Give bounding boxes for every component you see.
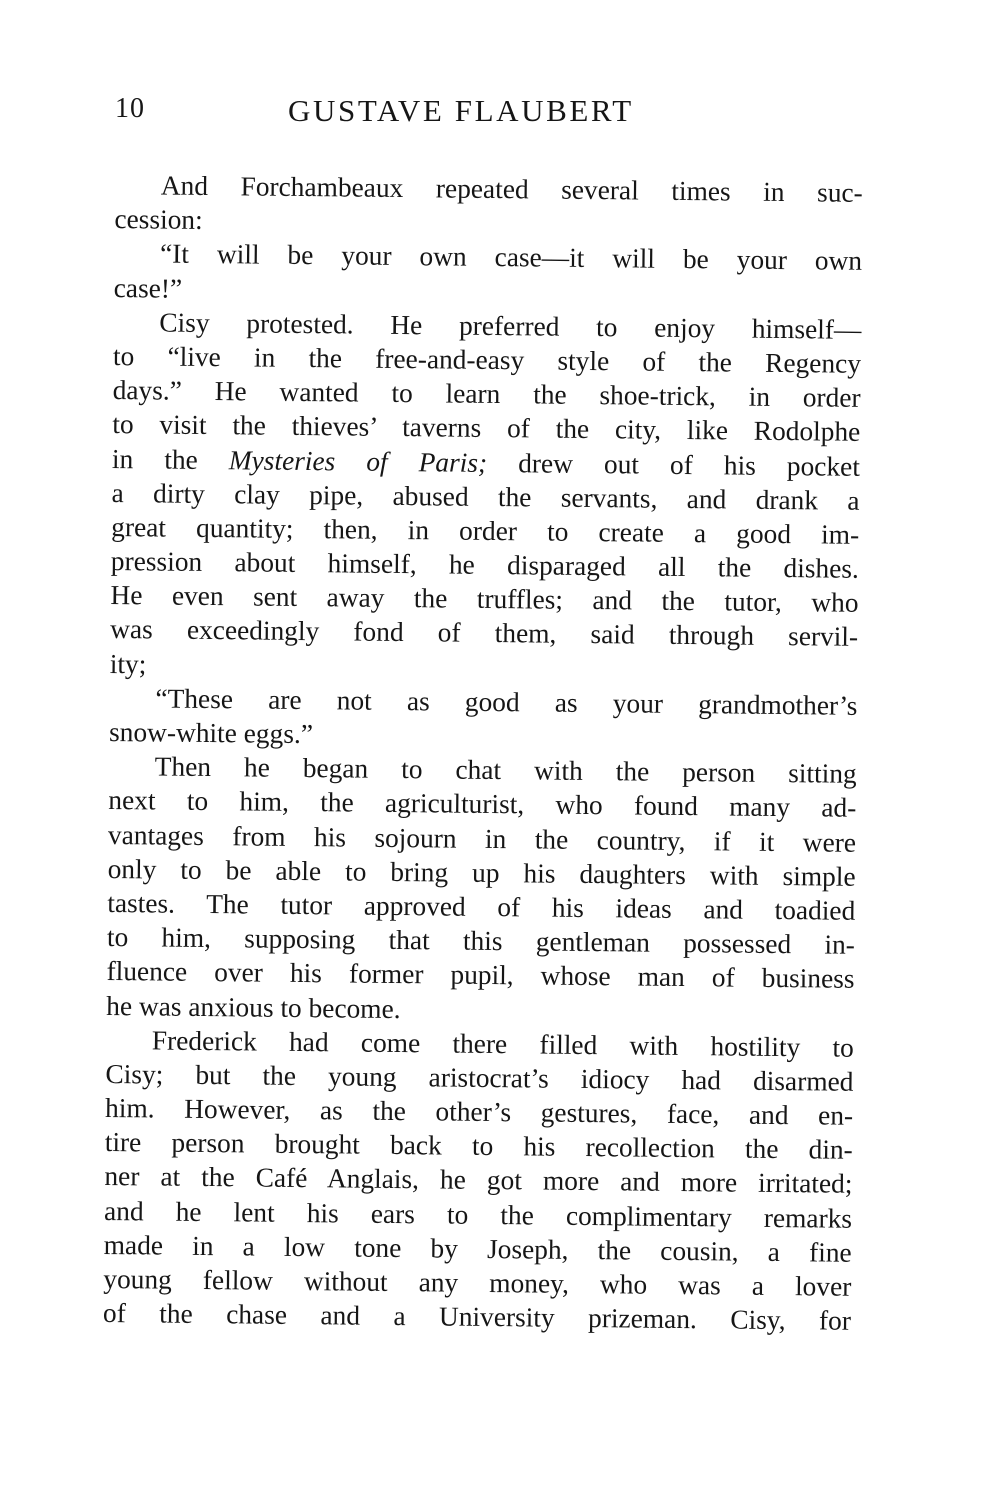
text-line: case!” bbox=[113, 272, 183, 304]
text-line: And Forchambeaux repeated several times in suc- bbox=[160, 170, 863, 208]
text-line: cession: bbox=[114, 204, 203, 236]
text-line: ner at the Café Anglais, he got more and more irritated; bbox=[104, 1161, 853, 1200]
text-line: days.” He wanted to learn the shoe-trick, in order bbox=[112, 375, 861, 413]
text-line: “It will be your own case—it will be your own bbox=[159, 238, 863, 277]
running-title: GUSTAVE FLAUBERT bbox=[288, 93, 634, 128]
text-line: Frederick had come there filled with hostility to bbox=[151, 1025, 854, 1063]
text-line: a dirty clay pipe, abused the servants, and drank a bbox=[111, 477, 860, 516]
text-line: Then he began to chat with the person sitting bbox=[154, 751, 857, 789]
text-line: made in a low tone by Joseph, the cousin, a fine bbox=[103, 1229, 852, 1268]
text-line: was exceedingly fond of them, said through servil- bbox=[110, 614, 859, 653]
text-line: only to be able to bring up his daughters with simple bbox=[107, 853, 856, 892]
text-segment: drew out of his pocket bbox=[486, 447, 861, 482]
text-line: pression about himself, he disparaged all the dishes. bbox=[110, 546, 859, 584]
running-header bbox=[115, 93, 875, 133]
text-line: to “live in the free-and-easy style of the Regency bbox=[112, 340, 862, 379]
text-line: Cisy protested. He preferred to enjoy himself— bbox=[159, 307, 862, 345]
text-line: ity; bbox=[109, 648, 147, 679]
body-text bbox=[103, 168, 863, 1338]
text-line: him. However, as the other’s gestures, face, and en- bbox=[104, 1093, 854, 1131]
text-line: tire person brought back to his recollection the din- bbox=[104, 1127, 853, 1166]
book-title: Mysteries of Paris; bbox=[228, 444, 488, 478]
text-line: young fellow without any money, who was a lover bbox=[103, 1263, 852, 1302]
text-line: great quantity; then, in order to create a good im- bbox=[111, 511, 860, 550]
text-segment: in the bbox=[111, 443, 229, 475]
text-line: snow-white eggs.” bbox=[108, 716, 314, 750]
text-line: of the chase and a University prizeman. Cisy, for bbox=[102, 1298, 852, 1336]
page-number: 10 bbox=[115, 93, 145, 124]
text-line: he was anxious to become. bbox=[106, 990, 401, 1024]
text-line: He even sent away the truffles; and the tutor, who bbox=[110, 580, 859, 619]
text-line: vantages from his sojourn in the country, if it were bbox=[107, 819, 857, 858]
text-line: to visit the thieves’ taverns of the city, like Rodolphe bbox=[112, 409, 861, 448]
text-line: “These are not as good as your grandmother’s bbox=[155, 683, 858, 721]
text-line: and he lent his ears to the complimentary remarks bbox=[103, 1195, 853, 1234]
text-line: tastes. The tutor approved of his ideas and toadied bbox=[107, 887, 856, 926]
text-line: to him, supposing that this gentleman possessed in- bbox=[106, 922, 856, 960]
text-line: fluence over his former pupil, whose man of business bbox=[106, 956, 855, 995]
text-line: next to him, the agriculturist, who found many ad- bbox=[108, 785, 857, 824]
text-line: Cisy; but the young aristocrat’s idiocy had disarmed bbox=[105, 1058, 854, 1097]
